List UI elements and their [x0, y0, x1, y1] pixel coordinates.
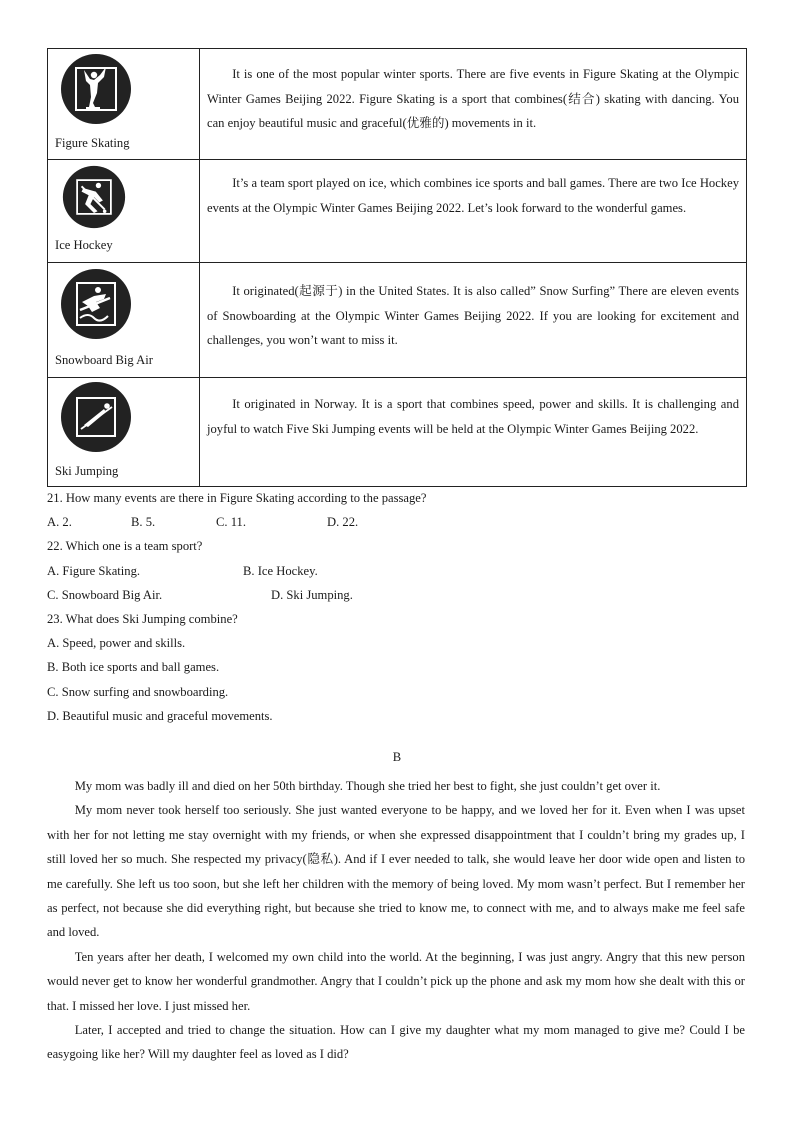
section-title: B [392, 750, 402, 764]
paragraph: Later, I accepted and tried to change the situation. How can I give my daughter what my mom managed to give me? Could I be easygoing like her? Will my daughter feel as loved as I did? [47, 1023, 745, 1062]
icon-cell [48, 160, 200, 263]
questions-block [47, 486, 747, 728]
table-row [48, 378, 747, 487]
table-row [48, 263, 747, 378]
option-b: B. Both ice sports and ball games. [47, 660, 220, 675]
option-a: A. Figure Skating. [47, 563, 141, 578]
paragraph: My mom was badly ill and died on her 50th birthday. Though she tried her best to fight, she just couldn’t get over it. [74, 779, 661, 793]
question-22-options-row1 [47, 559, 747, 583]
paragraph: My mom never took herself too seriously. She just wanted everyone to be happy, and we loved her for it. Even when I was upset with her for not letting me stay overnight with my friends, or when she expressed disappointment that I couldn’t bring my grades up, I still loved her so much. She respected my privacy(隐私). And if I ever needed to talk, she would leave her door wide open and listen to me carefully. She left us too soon, but she left her children with the memory of being loved. My mom wasn’t perfect. But I remember her as perfect, not because she did everything right, but because she tried to know me, to connect with me, and to always make me feel safe and loved. [47, 803, 745, 940]
passage-b [47, 774, 745, 1067]
question-22-options-row2 [47, 583, 747, 607]
icon-cell [48, 378, 200, 487]
question-22: 22. Which one is a team sport? [47, 539, 203, 554]
sport-description: It originated(起源于) in the United States. It is also called” Snow Surfing” There are eleven events of Snowboarding at the Olympic Winter Games Beijing 2022. If you are looking for excitement and challenges, you won’t want to miss it. [207, 284, 739, 347]
description-cell [200, 378, 747, 487]
option-d: D. Beautiful music and graceful movements. [47, 708, 273, 723]
question-21: 21. How many events are there in Figure Skating according to the passage? [47, 491, 427, 505]
option-c: C. Snow surfing and snowboarding. [47, 684, 229, 699]
option-b: B. 5. [131, 515, 156, 530]
sport-description: It originated in Norway. It is a sport that combines speed, power and skills. It is challenging and joyful to watch Five Ski Jumping events will be held at the Olympic Winter Games Beijing 2022. [207, 397, 739, 436]
sport-name: Figure Skating [55, 136, 130, 150]
sport-description: It is one of the most popular winter sports. There are five events in Figure Skating at the Olympic Winter Games Beijing 2022. Figure Skating is a sport that combines(结合) skating with dancing. You can enjoy beautiful music and graceful(优雅的) movements in it. [207, 67, 739, 130]
sport-name: Ski Jumping [55, 464, 119, 478]
table-row [48, 160, 747, 263]
option-d: D. 22. [327, 515, 359, 530]
figure-skating-icon [60, 53, 132, 125]
table-row [48, 49, 747, 160]
option-a: A. Speed, power and skills. [47, 636, 186, 651]
description-cell [200, 263, 747, 378]
option-b: B. Ice Hockey. [243, 563, 318, 578]
ice-hockey-icon [62, 165, 126, 229]
question-23: 23. What does Ski Jumping combine? [47, 611, 238, 626]
sports-table [47, 48, 747, 487]
snowboard-icon [60, 268, 132, 340]
option-a: A. 2. [47, 515, 72, 530]
question-21-options [47, 510, 747, 534]
description-cell [200, 49, 747, 160]
option-d: D. Ski Jumping. [271, 587, 353, 602]
sport-name: Snowboard Big Air [55, 353, 153, 367]
option-c: C. Snowboard Big Air. [47, 587, 163, 602]
option-c: C. 11. [216, 515, 246, 530]
description-cell [200, 160, 747, 263]
sport-description: It’s a team sport played on ice, which combines ice sports and ball games. There are two Ice Hockey events at the Olympic Winter Games Beijing 2022. Let’s look forward to the wonderful games. [207, 176, 739, 215]
icon-cell [48, 49, 200, 160]
sport-name: Ice Hockey [55, 238, 113, 252]
ski-jumping-icon [60, 381, 132, 453]
paragraph: Ten years after her death, I welcomed my own child into the world. At the beginning, I was just angry. Angry that this new person would never get to know her wonderful grandmother. Angry that I couldn’t pick up the phone and ask my mom how she dealt with this or that. I missed her love. I just missed her. [47, 949, 745, 1013]
icon-cell [48, 263, 200, 378]
